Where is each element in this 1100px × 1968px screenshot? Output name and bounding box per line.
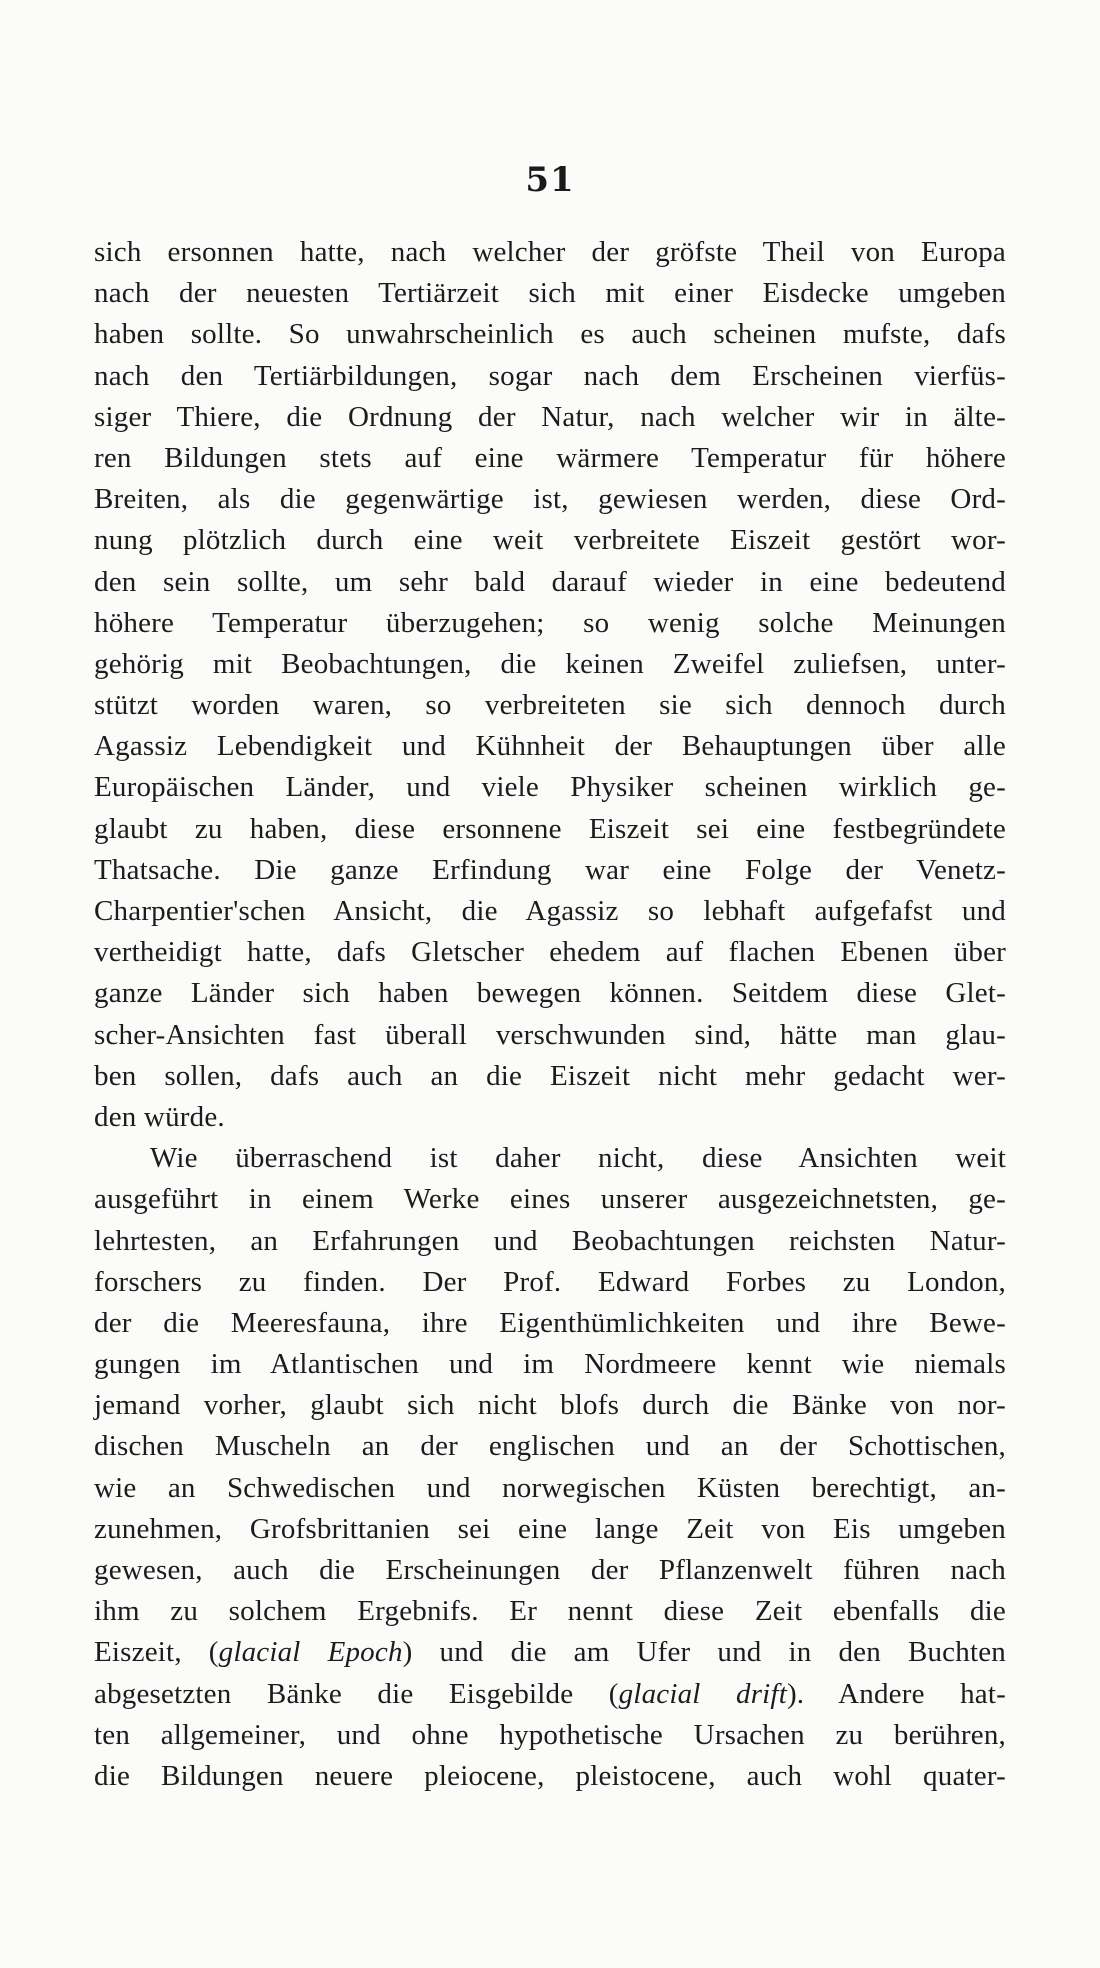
text-line: gehörig mit Beobachtungen, die keinen Zweifel zuliefsen, unter- [94, 647, 1006, 680]
text-line: nach den Tertiärbildungen, sogar nach dem Erscheinen vierfüs- [94, 359, 1006, 392]
text-line: stützt worden waren, so verbreiteten sie sich dennoch durch [94, 689, 1006, 722]
text-line: höhere Temperatur überzugehen; so wenig solche Meinungen [94, 606, 1006, 639]
text-line: den sein sollte, um sehr bald darauf wieder in eine bedeutend [94, 565, 1006, 598]
text-line: Agassiz Lebendigkeit und Kühnheit der Behauptungen über alle [94, 730, 1006, 763]
text-line: gungen im Atlantischen und im Nordmeere kennt wie niemals [94, 1348, 1006, 1381]
text-line: scher-Ansichten fast überall verschwunden sind, hätte man glau- [94, 1018, 1006, 1051]
text-line: Charpentier'schen Ansicht, die Agassiz so lebhaft aufgefafst und [94, 895, 1006, 927]
text-line-with-italic: Eiszeit, (glacial Epoch) und die am Ufer und in den Buchten [94, 1636, 1006, 1669]
paragraph-start-line: Wie überraschend ist daher nicht, diese Ansichten weit [150, 1142, 1006, 1175]
text-line: der die Meeresfauna, ihre Eigenthümlichkeiten und ihre Bewe- [94, 1306, 1006, 1339]
text-line: gewesen, auch die Erscheinungen der Pflanzenwelt führen nach [94, 1554, 1006, 1586]
text-line: siger Thiere, die Ordnung der Natur, nach welcher wir in älte- [94, 400, 1006, 433]
text-line: forschers zu finden. Der Prof. Edward Forbes zu London, [94, 1265, 1006, 1298]
text-line: zunehmen, Grofsbrittanien sei eine lange Zeit von Eis umgeben [94, 1512, 1006, 1545]
page-number: 51 [525, 160, 575, 200]
text-line: haben sollte. So unwahrscheinlich es auch scheinen mufste, dafs [94, 318, 1006, 351]
text-line: dischen Muscheln an der englischen und an der Schottischen, [94, 1430, 1006, 1463]
text-line: nung plötzlich durch eine weit verbreitete Eiszeit gestört wor- [94, 524, 1006, 557]
text-line: ten allgemeiner, und ohne hypothetische Ursachen zu berühren, [94, 1718, 1006, 1751]
text-line: die Bildungen neuere pleiocene, pleistocene, auch wohl quater- [94, 1759, 1006, 1792]
text-line: ihm zu solchem Ergebnifs. Er nennt diese Zeit ebenfalls die [94, 1595, 1006, 1628]
text-line: Breiten, als die gegenwärtige ist, gewiesen werden, diese Ord- [94, 483, 1006, 516]
text-line: jemand vorher, glaubt sich nicht blofs durch die Bänke von nor- [94, 1389, 1006, 1422]
text-line: ausgeführt in einem Werke eines unserer ausgezeichnetsten, ge- [94, 1183, 1006, 1216]
text-line: glaubt zu haben, diese ersonnene Eiszeit sei eine festbegründete [94, 812, 1006, 845]
text-line: Europäischen Länder, und viele Physiker scheinen wirklich ge- [94, 771, 1006, 804]
text-line: Thatsache. Die ganze Erfindung war eine Folge der Venetz- [94, 853, 1006, 886]
text-line: lehrtesten, an Erfahrungen und Beobachtungen reichsten Natur- [94, 1224, 1006, 1257]
text-line: wie an Schwedischen und norwegischen Küsten berechtigt, an- [94, 1471, 1006, 1504]
text-line: ganze Länder sich haben bewegen können. Seitdem diese Glet- [94, 977, 1006, 1010]
paragraph-end-line: den würde. [94, 1100, 225, 1133]
italic-term: glacial Epoch [218, 1636, 403, 1669]
text-line-with-italic: abgesetzten Bänke die Eisgebilde (glacial drift). Andere hat- [94, 1677, 1006, 1710]
italic-term: glacial drift [618, 1677, 787, 1710]
text-line: nach der neuesten Tertiärzeit sich mit einer Eisdecke umgeben [94, 277, 1006, 310]
body-text [94, 232, 1006, 1797]
text-line: ben sollen, dafs auch an die Eiszeit nicht mehr gedacht wer- [94, 1059, 1006, 1092]
text-line: ren Bildungen stets auf eine wärmere Temperatur für höhere [94, 441, 1006, 474]
text-line: vertheidigt hatte, dafs Gletscher ehedem auf flachen Ebenen über [94, 936, 1006, 969]
text-line: sich ersonnen hatte, nach welcher der gröfste Theil von Europa [94, 236, 1006, 268]
